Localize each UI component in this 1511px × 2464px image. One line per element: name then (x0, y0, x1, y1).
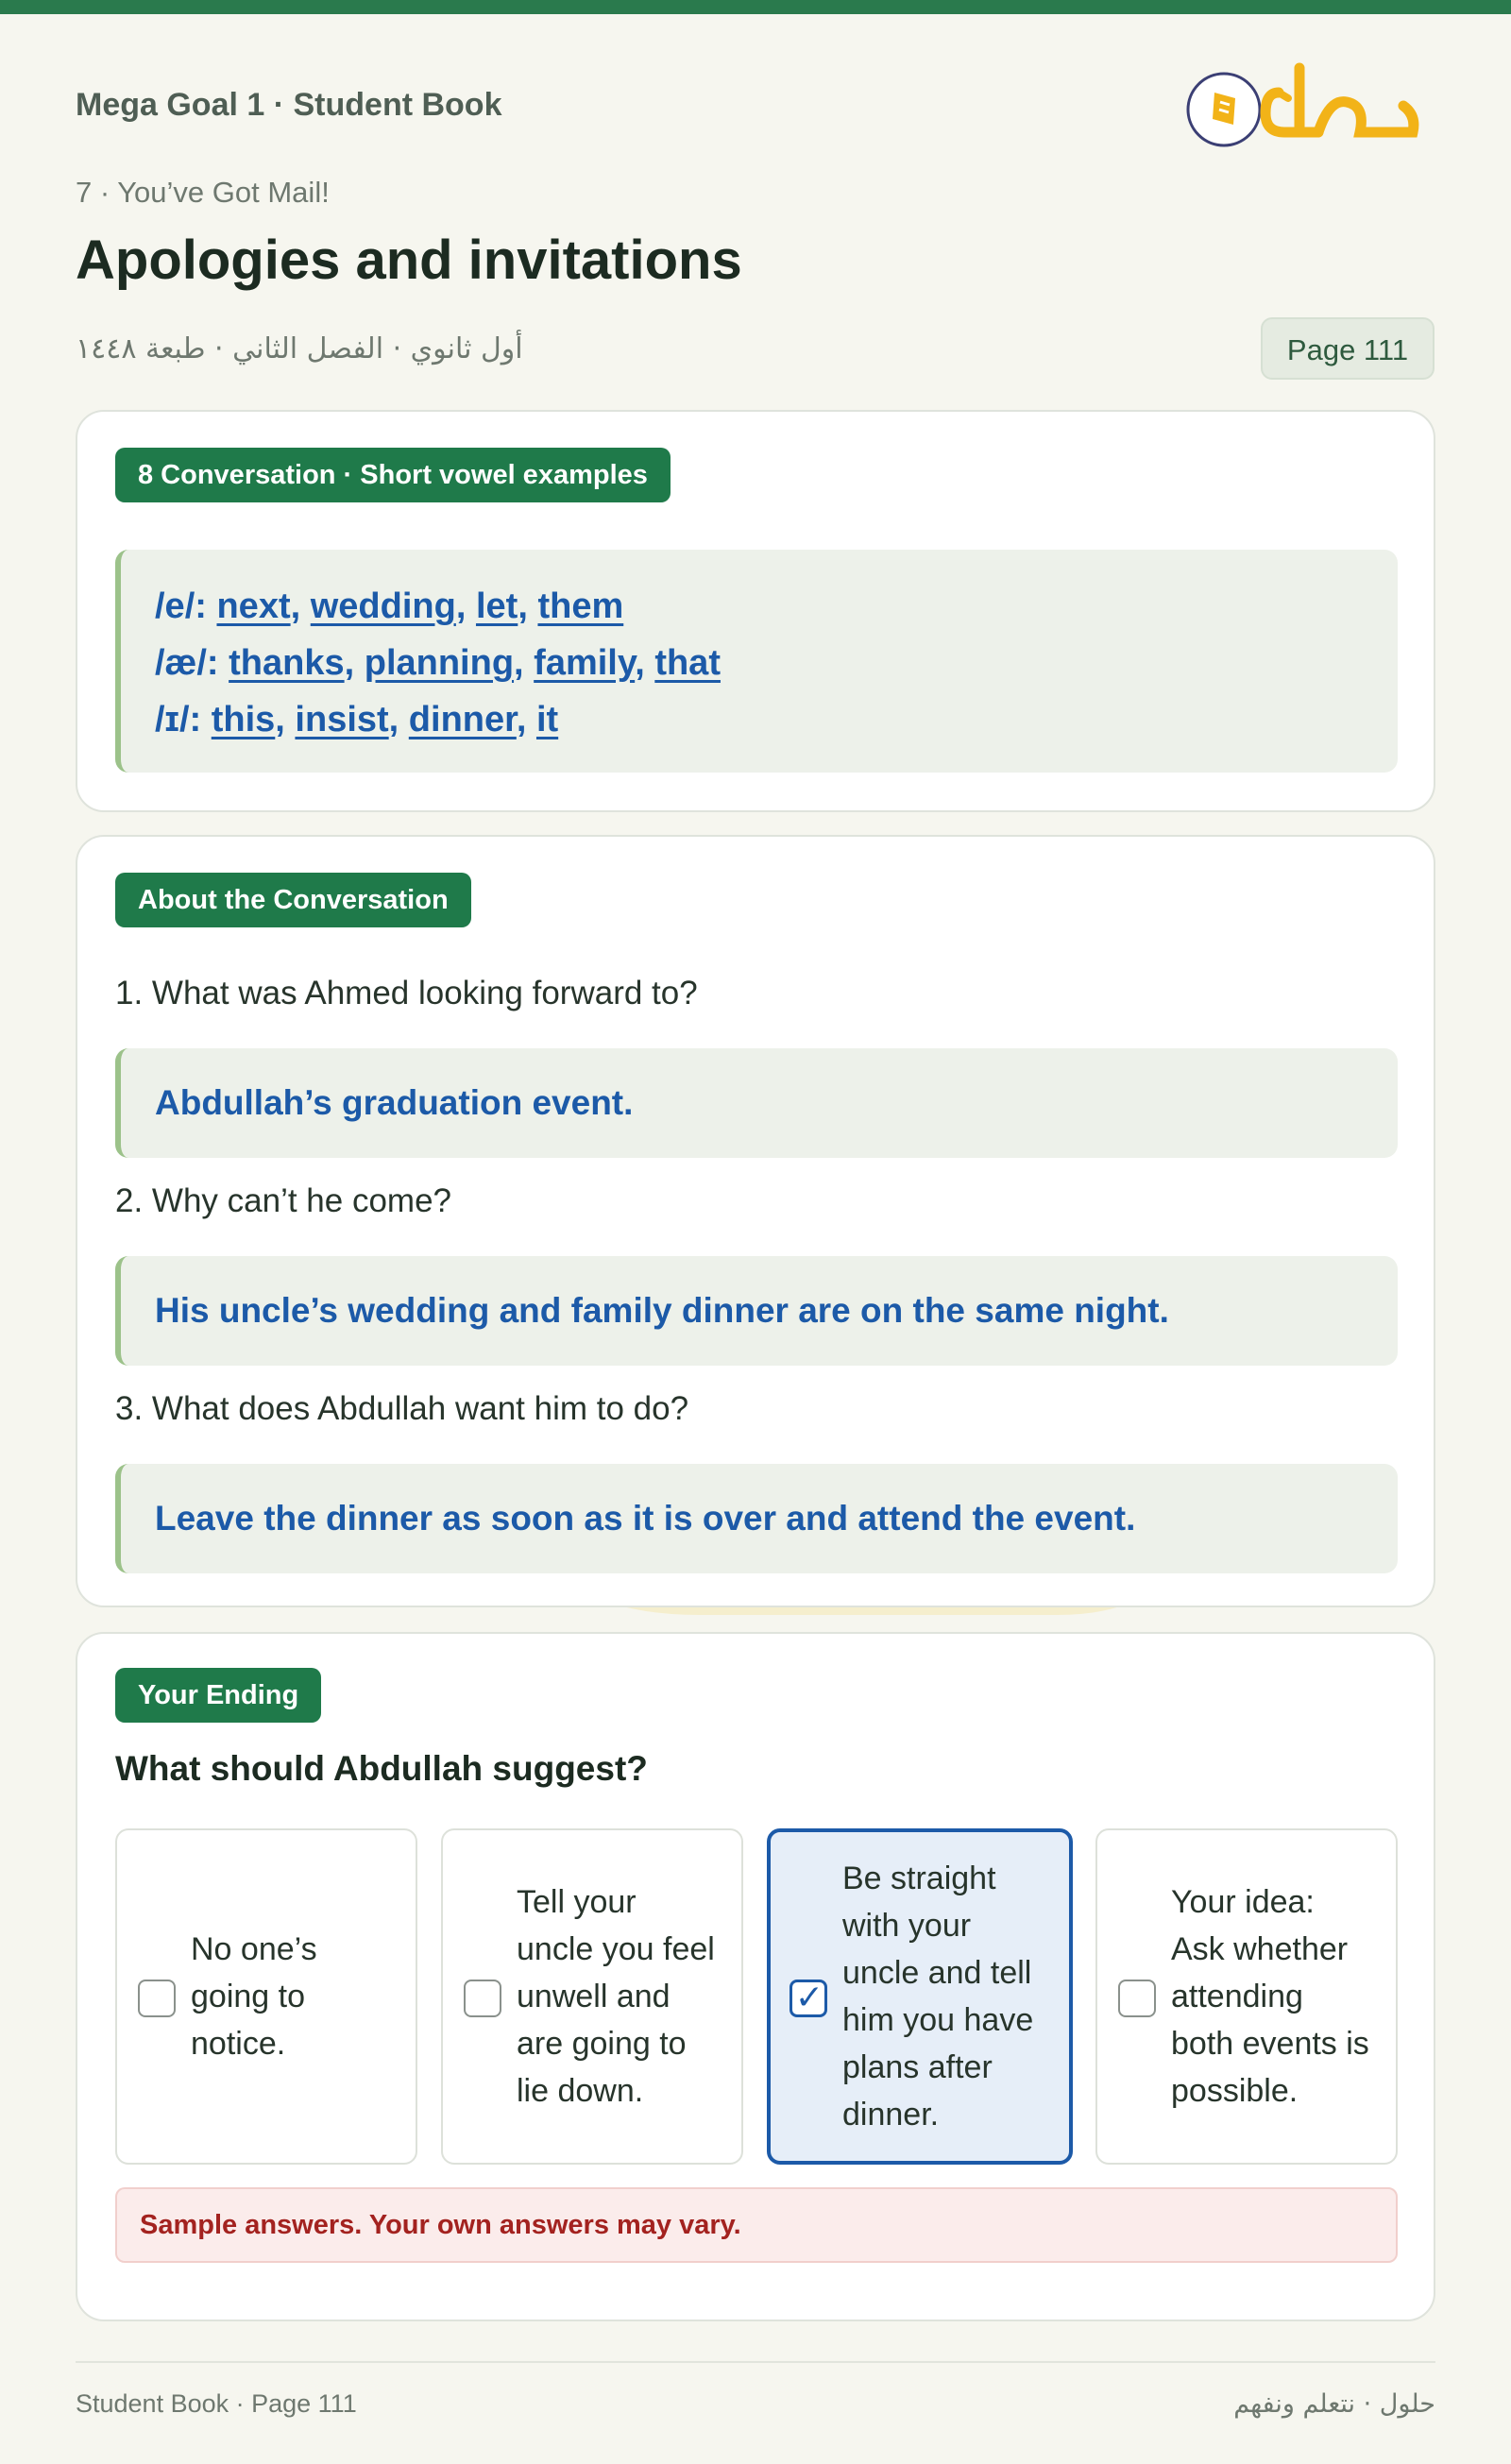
page-title: Apologies and invitations (76, 229, 742, 291)
option-card[interactable] (1095, 1828, 1398, 2165)
sample-answers-note: Sample answers. Your own answers may vary. (115, 2187, 1398, 2263)
example-word: that (654, 643, 721, 683)
answer-box: Leave the dinner as soon as it is over and attend the event. (115, 1464, 1398, 1573)
option-text: Tell your uncle you feel unwell and are going to lie down. (517, 1884, 715, 2109)
example-word: this (211, 700, 276, 739)
option-card-selected[interactable] (767, 1828, 1073, 2165)
example-word: it (535, 700, 559, 739)
answer-box: His uncle’s wedding and family dinner are on the same night. (115, 1256, 1398, 1366)
example-word: family (534, 643, 636, 683)
vowel-sound: /ɪ/: (155, 700, 202, 739)
question: 2. Why can’t he come? (115, 1182, 451, 1219)
option-card[interactable] (115, 1828, 417, 2165)
top-accent-bar (0, 0, 1511, 14)
example-word: dinner (408, 700, 517, 739)
arabic-meta: أول ثانوي · الفصل الثاني · طبعة ١٤٤٨ (76, 332, 523, 365)
example-word: them (537, 586, 624, 626)
question: 1. What was Ahmed looking forward to? (115, 975, 698, 1011)
book-title: Mega Goal 1 · Student Book (76, 87, 502, 123)
example-word: next (216, 586, 291, 626)
example-word: planning (364, 643, 515, 683)
example-word: insist (295, 700, 389, 739)
option-checkbox[interactable] (1118, 1980, 1156, 2017)
example-word: thanks (229, 643, 345, 683)
option-card[interactable] (441, 1828, 743, 2165)
footer-page-label: Student Book · Page 111 (76, 2389, 357, 2418)
hulul-logo-icon (1186, 60, 1422, 157)
option-checkbox-checked[interactable] (789, 1980, 827, 2017)
option-checkbox[interactable] (464, 1980, 501, 2017)
option-text: No one’s going to notice. (191, 1931, 317, 2062)
ending-card (76, 1632, 1435, 2321)
footer-brand: حلول · نتعلم ونفهم (1233, 2389, 1435, 2419)
option-text: Be straight with your uncle and tell him you have plans after dinner. (842, 1861, 1034, 2133)
check-icon: ✓ (794, 1979, 824, 2017)
option-text: Your idea: Ask whether attending both events is possible. (1171, 1884, 1369, 2109)
section-tag: Your Ending (115, 1668, 321, 1723)
vowel-row: /æ/: thanks, planning, family, that (155, 643, 721, 683)
vowel-row: /e/: next, wedding, let, them (155, 586, 624, 626)
logo-text: حلول (1186, 60, 1189, 61)
page-badge: Page 111 (1261, 317, 1435, 380)
example-word: wedding (310, 586, 456, 626)
vowel-sound: /æ/: (155, 643, 219, 683)
vowel-row: /ɪ/: this, insist, dinner, it (155, 700, 559, 739)
conversation-card (76, 410, 1435, 812)
unit-label: 7 · You’ve Got Mail! (76, 176, 330, 209)
ending-question: What should Abdullah suggest? (115, 1749, 648, 1788)
section-tag: 8 Conversation · Short vowel examples (115, 448, 671, 502)
example-word: let (475, 586, 518, 626)
vowel-examples-box (115, 550, 1398, 773)
option-checkbox[interactable] (138, 1980, 176, 2017)
question: 3. What does Abdullah want him to do? (115, 1390, 689, 1427)
answer-box: Abdullah’s graduation event. (115, 1048, 1398, 1158)
footer-divider (76, 2361, 1435, 2363)
about-card (76, 835, 1435, 1607)
section-tag: About the Conversation (115, 873, 471, 927)
vowel-sound: /e/: (155, 586, 207, 626)
